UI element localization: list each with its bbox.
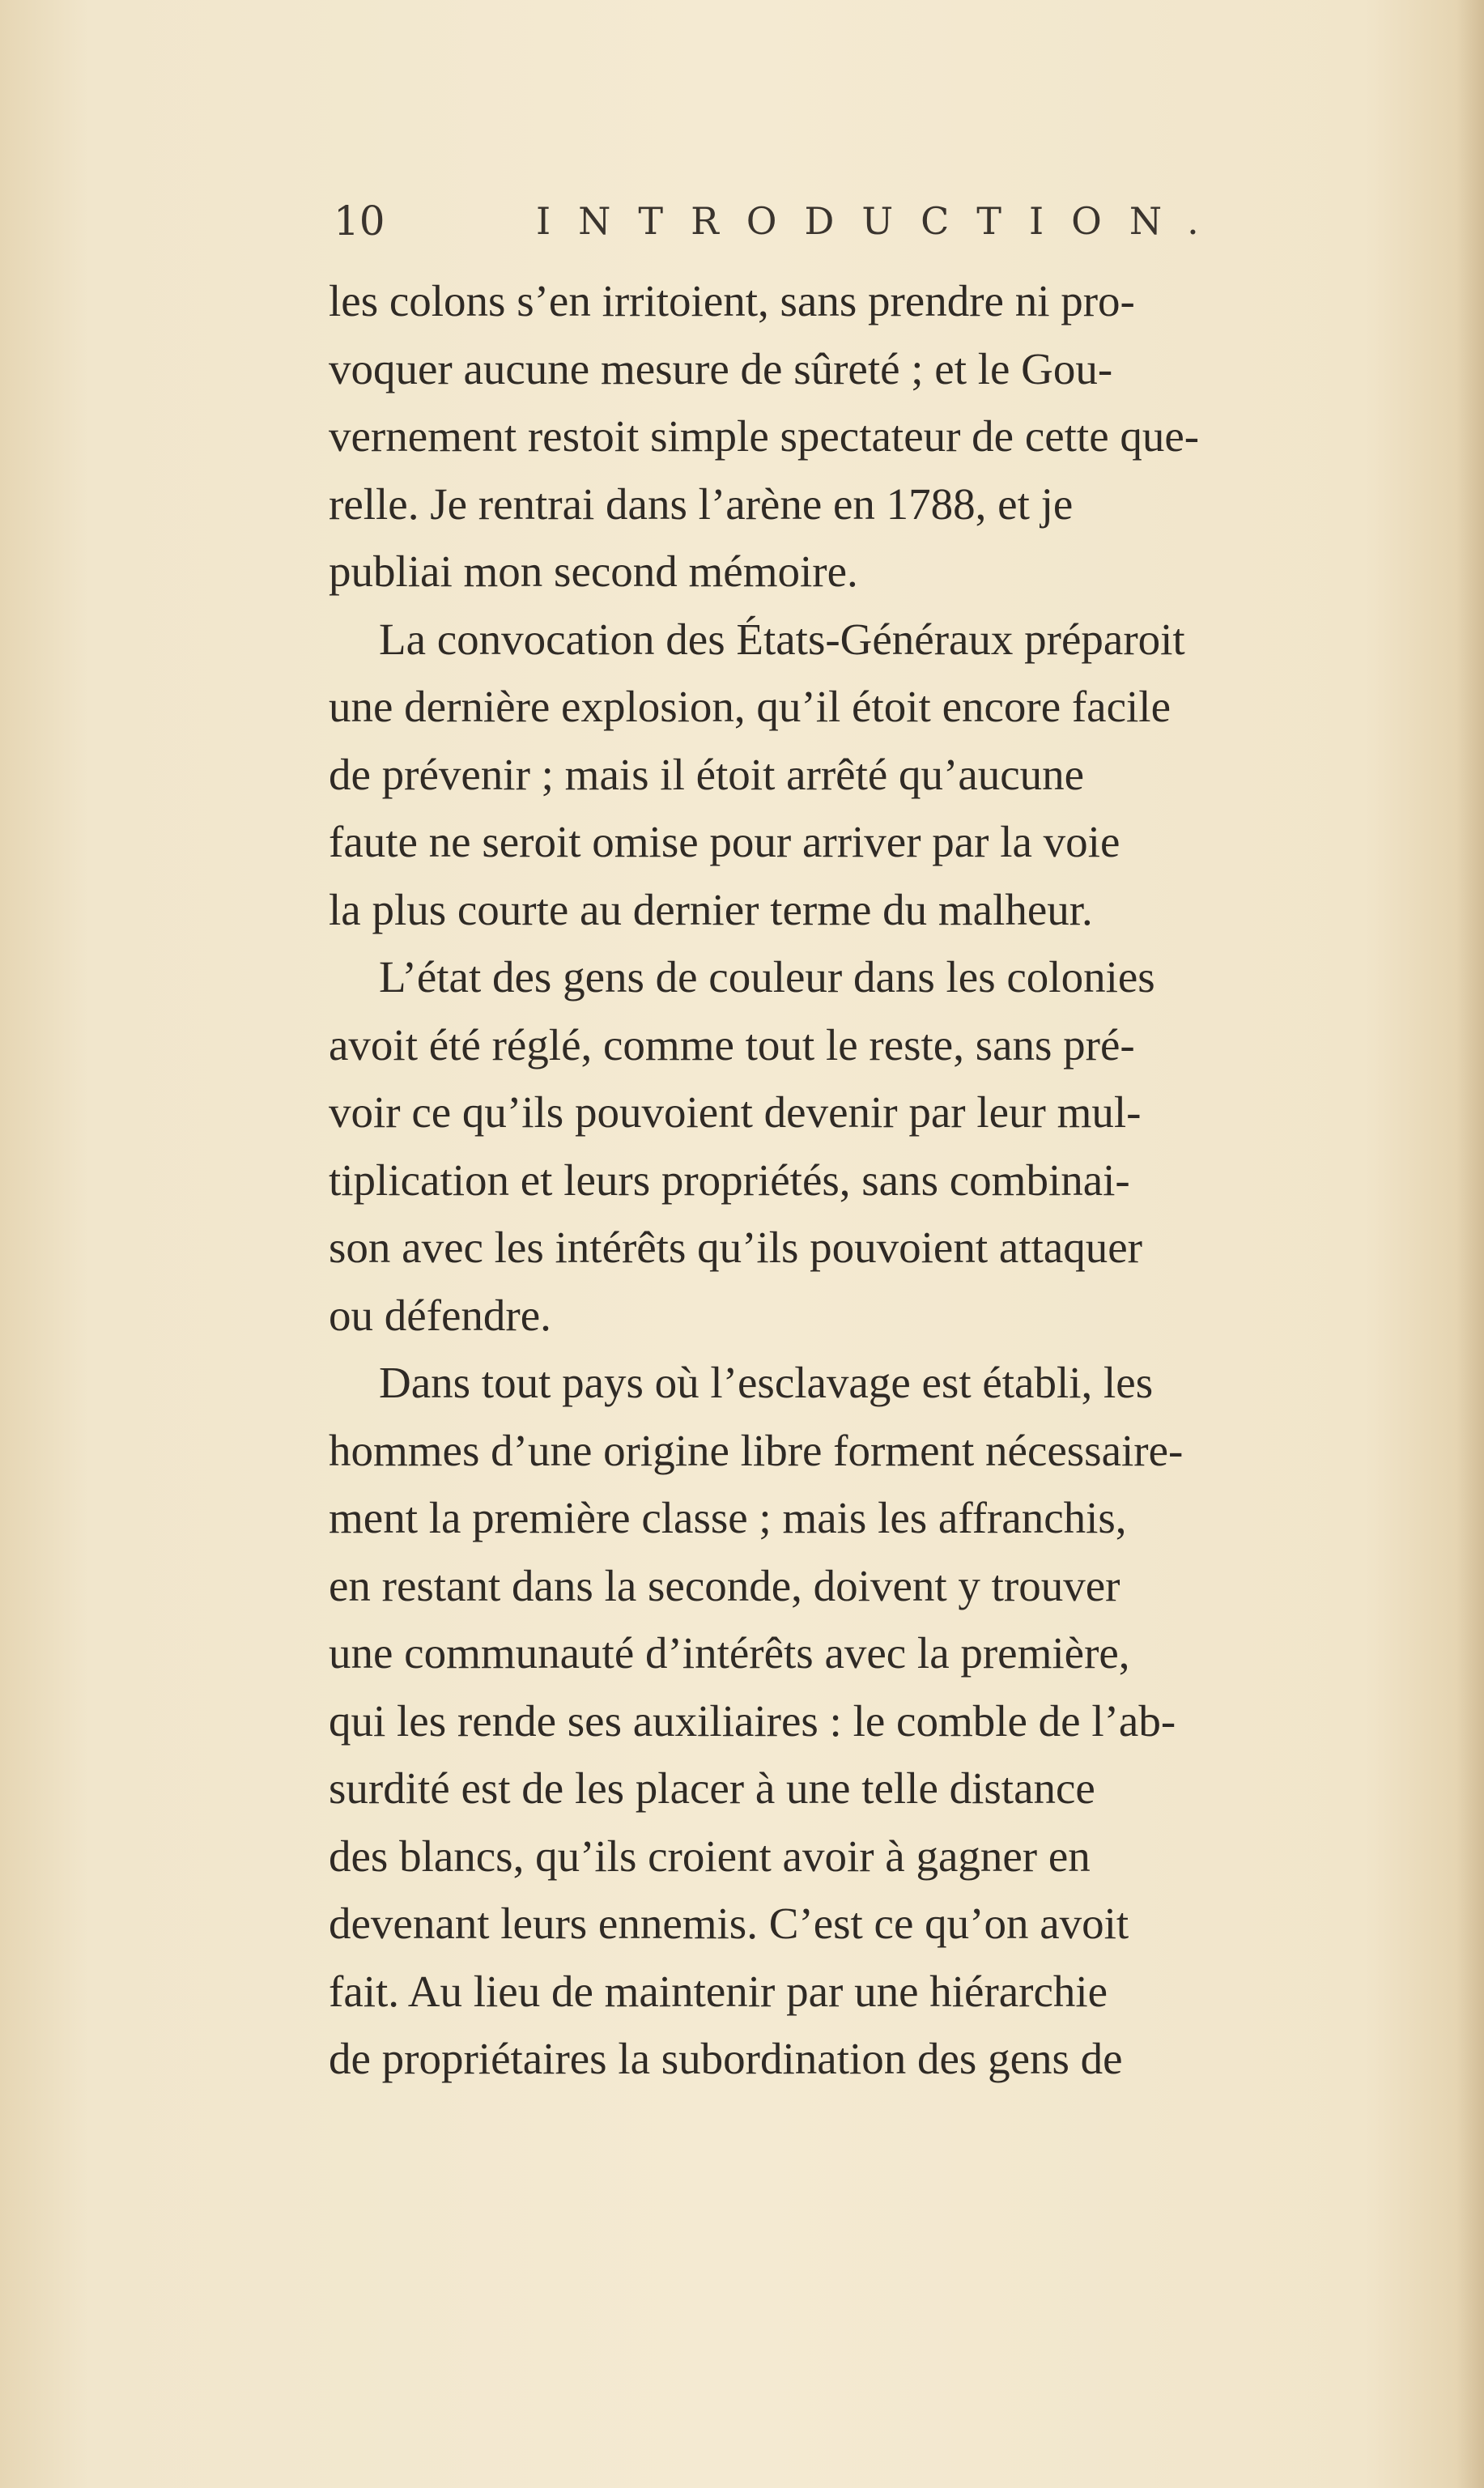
text-line: une dernière explosion, qu’il étoit encore facile (329, 682, 1171, 731)
text-line: de prévenir ; mais il étoit arrêté qu’aucune (329, 749, 1085, 799)
text-line: son avec les intérêts qu’ils pouvoient attaquer (329, 1223, 1142, 1272)
page-header (334, 193, 1227, 249)
text-line: ou défendre. (329, 1290, 551, 1340)
text-line: avoit été réglé, comme tout le reste, sans pré- (329, 1019, 1135, 1070)
text-line: la plus courte au dernier terme du malheur. (329, 884, 1093, 934)
text-line: faute ne seroit omise pour arriver par la voie (329, 817, 1120, 866)
text-line: devenant leurs ennemis. C’est ce qu’on avoit (329, 1899, 1129, 1948)
text-line: surdité est de les placer à une telle distance (329, 1763, 1095, 1813)
paragraph-etats-generaux (329, 606, 1433, 944)
body-text (329, 267, 1433, 2093)
text-line: hommes d’une origine libre forment nécessaire- (329, 1425, 1184, 1475)
page-edge-shadow (1456, 0, 1484, 2488)
text-line: vernement restoit simple spectateur de cette que- (329, 411, 1200, 461)
page-number: 10 (334, 198, 385, 245)
text-line: fait. Au lieu de maintenir par une hiérarchie (329, 1966, 1108, 2016)
text-line: publiai mon second mémoire. (329, 547, 858, 596)
paragraph-continuation (329, 267, 1433, 606)
text-line: les colons s’en irritoient, sans prendre ni pro- (329, 276, 1135, 325)
text-line: L’état des gens de couleur dans les colonies (379, 952, 1155, 1002)
text-line: tiplication et leurs propriétés, sans combinai- (329, 1155, 1130, 1205)
text-line: des blancs, qu’ils croient avoir à gagner en (329, 1831, 1091, 1881)
text-line: en restant dans la seconde, doivent y trouver (329, 1560, 1120, 1610)
paragraph-esclavage (329, 1349, 1433, 2093)
running-head: INTRODUCTION. (536, 199, 1227, 243)
text-line: ment la première classe ; mais les affranchis, (329, 1493, 1127, 1542)
text-line: voquer aucune mesure de sûreté ; et le Gou- (329, 343, 1113, 393)
text-line: Dans tout pays où l’esclavage est établi, les (379, 1358, 1154, 1407)
paragraph-gens-de-couleur (329, 943, 1433, 1349)
text-line: de propriétaires la subordination des gens de (329, 2034, 1123, 2083)
text-line: une communauté d’intérêts avec la première, (329, 1628, 1130, 1678)
text-line: qui les rende ses auxiliaires : le comble de l’ab- (329, 1695, 1176, 1746)
text-line: La convocation des États-Généraux préparoit (379, 614, 1185, 664)
text-line: relle. Je rentrai dans l’arène en 1788, et je (329, 478, 1074, 529)
text-line: voir ce qu’ils pouvoient devenir par leur mul- (329, 1087, 1142, 1137)
